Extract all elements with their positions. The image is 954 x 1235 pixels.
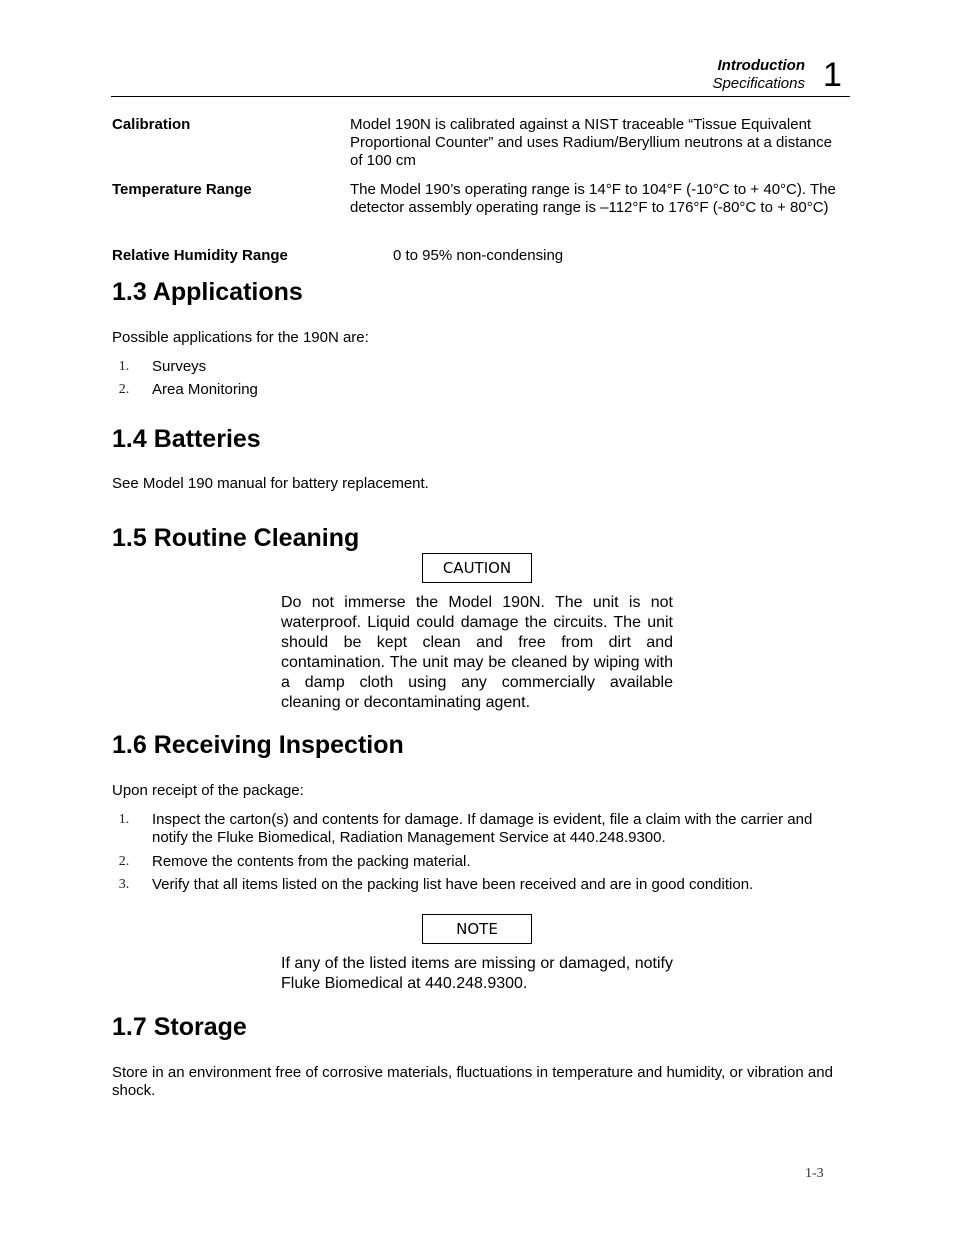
list-item-number: 1. bbox=[118, 359, 130, 374]
caution-text: Do not immerse the Model 190N. The unit is not waterproof. Liquid could damage the circuits. The unit should be kept clean and free from dirt and contamination. The unit may be cleaned by wiping with a damp cloth using any commercially available cleaning or decontaminating agent. bbox=[281, 594, 673, 711]
spec-label-calibration: Calibration bbox=[112, 116, 191, 133]
list-item: Surveys bbox=[152, 358, 207, 375]
spec-value-calibration: Model 190N is calibrated against a NIST traceable “Tissue Equivalent Proportional Counter” and uses Radium/Beryllium neutrons at a distance of 100 cm bbox=[350, 116, 832, 169]
list-item-number: 2. bbox=[118, 382, 130, 397]
spec-label-temperature: Temperature Range bbox=[112, 181, 252, 198]
caution-label: CAUTION bbox=[422, 553, 532, 583]
spec-label-humidity: Relative Humidity Range bbox=[112, 247, 288, 264]
note-label: NOTE bbox=[422, 914, 532, 944]
storage-text: Store in an environment free of corrosive materials, fluctuations in temperature and humidity, or vibration and shock. bbox=[112, 1064, 833, 1099]
list-item-number: 2. bbox=[118, 854, 130, 869]
heading-batteries: 1.4 Batteries bbox=[112, 425, 261, 453]
list-item-number: 3. bbox=[118, 877, 130, 892]
chapter-title: Introduction bbox=[717, 57, 805, 74]
heading-storage: 1.7 Storage bbox=[112, 1013, 247, 1041]
header-divider bbox=[111, 96, 850, 97]
list-item: Verify that all items listed on the packing list have been received and are in good condition. bbox=[152, 876, 754, 893]
heading-receiving-inspection: 1.6 Receiving Inspection bbox=[112, 731, 404, 759]
chapter-number: 1 bbox=[823, 56, 842, 94]
list-item-number: 1. bbox=[118, 812, 130, 827]
applications-intro: Possible applications for the 190N are: bbox=[112, 329, 369, 346]
spec-value-temperature: The Model 190’s operating range is 14°F to 104°F (-10°C to + 40°C). The detector assembly operating range is –112°F to 176°F (-80°C to + 80°C) bbox=[350, 181, 836, 216]
section-title: Specifications bbox=[712, 75, 805, 92]
heading-applications: 1.3 Applications bbox=[112, 278, 303, 306]
spec-value-humidity: 0 to 95% non-condensing bbox=[393, 247, 564, 264]
list-item: Area Monitoring bbox=[152, 381, 258, 398]
inspection-intro: Upon receipt of the package: bbox=[112, 782, 304, 799]
list-item: Inspect the carton(s) and contents for damage. If damage is evident, file a claim with the carrier and notify the Fluke Biomedical, Radiation Management Service at 440.248.9300. bbox=[152, 811, 813, 846]
heading-routine-cleaning: 1.5 Routine Cleaning bbox=[112, 524, 360, 552]
batteries-text: See Model 190 manual for battery replacement. bbox=[112, 475, 429, 492]
note-text: If any of the listed items are missing or damaged, notify Fluke Biomedical at 440.248.9300. bbox=[281, 955, 673, 992]
page-number: 1-3 bbox=[805, 1166, 824, 1181]
list-item: Remove the contents from the packing material. bbox=[152, 853, 471, 870]
